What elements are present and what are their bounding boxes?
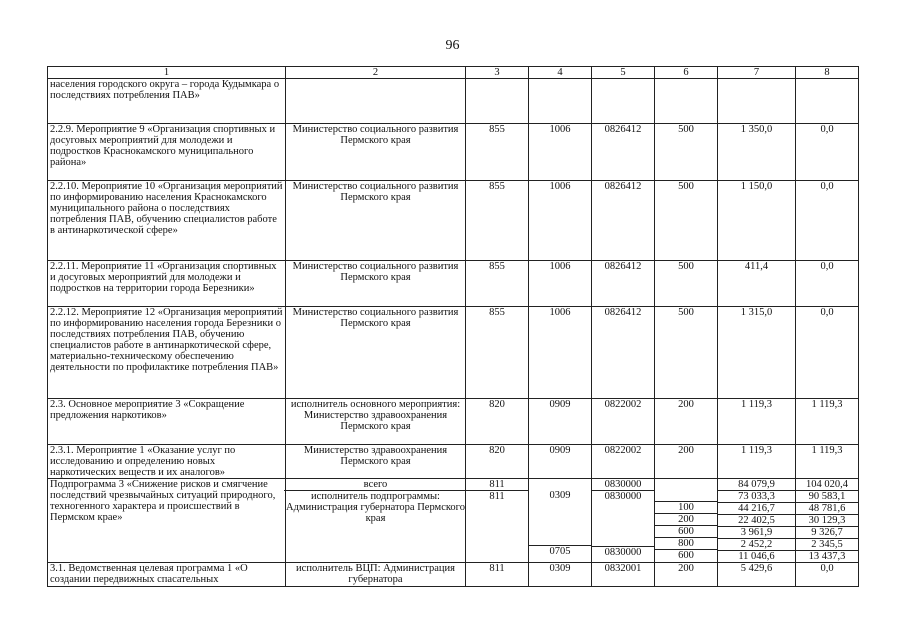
column-numbers-row <box>48 67 859 79</box>
activity-name: 2.2.12. Мероприятие 12 «Организация мероприятий по информированию населения города Березники о последствиях потребления ПАВ, обучению специалистов работе в антинаркотической сфере, материально-техническому обеспечению деятельности по профилактике потребления ПАВ» <box>48 307 286 399</box>
cell-c3: 855 <box>466 124 529 181</box>
table-row <box>48 181 859 261</box>
line-c6 <box>657 490 715 501</box>
cell-c7 <box>718 479 796 563</box>
cell-c8: 0,0 <box>796 307 859 399</box>
executor: Министерство социального развития Пермского края <box>286 124 466 181</box>
cell-c3: 811 <box>466 563 529 587</box>
cell-c6: 200 <box>655 445 718 479</box>
line-c4: 0705 <box>529 545 591 557</box>
cell-c8: 0,0 <box>796 563 859 587</box>
cell-c5 <box>592 479 655 563</box>
column-number: 1 <box>48 67 286 79</box>
cell-c7: 1 315,0 <box>718 307 796 399</box>
activity-name: 2.2.11. Мероприятие 11 «Организация спортивных и досуговых мероприятий для молодежи и подростков на территории города Березники» <box>48 261 286 307</box>
total-c8: 104 020,4 <box>806 479 848 490</box>
line-c8: 9 326,7 <box>796 526 858 538</box>
line-c7: 44 216,7 <box>718 502 795 514</box>
line-c8: 13 437,3 <box>796 550 858 562</box>
executor: исполнитель основного мероприятия: Министерство здравоохранения Пермского края <box>286 399 466 445</box>
cell-c7: 1 150,0 <box>718 181 796 261</box>
cell-c3: 820 <box>466 399 529 445</box>
line-c7: 3 961,9 <box>718 526 795 538</box>
total-c4 <box>531 479 589 490</box>
executor: Министерство социального развития Пермского края <box>286 307 466 399</box>
executor <box>286 79 466 124</box>
line-c7: 22 402,5 <box>718 514 795 526</box>
column-number: 6 <box>655 67 718 79</box>
cell-c6: 200 <box>655 563 718 587</box>
program-executor <box>286 479 466 563</box>
cell-c7: 411,4 <box>718 261 796 307</box>
cell-c6: 500 <box>655 124 718 181</box>
line-c6: 200 <box>655 513 717 525</box>
cell-c8: 0,0 <box>796 181 859 261</box>
table-row <box>48 563 859 587</box>
table-row <box>48 261 859 307</box>
line-c8: 30 129,3 <box>796 514 858 526</box>
budget-table <box>47 66 859 587</box>
cell-c5 <box>592 79 655 124</box>
cell-c4: 1006 <box>529 261 592 307</box>
cell-c4: 1006 <box>529 124 592 181</box>
cell-c4 <box>529 79 592 124</box>
cell-c6: 500 <box>655 261 718 307</box>
table-row <box>48 124 859 181</box>
line-c4: 0309 <box>549 490 571 501</box>
cell-c4: 1006 <box>529 307 592 399</box>
line-c8: 48 781,6 <box>796 502 858 514</box>
executor: Министерство здравоохранения Пермского края <box>286 445 466 479</box>
cell-c8: 1 119,3 <box>796 445 859 479</box>
cell-c4: 0309 <box>529 563 592 587</box>
line-c6: 100 <box>655 501 717 513</box>
executor: исполнитель подпрограммы: Администрация губернатора Пермского края <box>284 490 467 524</box>
cell-c8: 0,0 <box>796 261 859 307</box>
table-row <box>48 445 859 479</box>
activity-name: 2.2.10. Мероприятие 10 «Организация мероприятий по информированию населения Краснокамского муниципального района о последствиях потребления ПАВ, обучению специалистов работе в антинаркотической сфере» <box>48 181 286 261</box>
cell-c6: 500 <box>655 181 718 261</box>
cell-c4: 0909 <box>529 445 592 479</box>
cell-c6: 500 <box>655 307 718 399</box>
cell-c3: 855 <box>466 307 529 399</box>
line-c8: 90 583,1 <box>796 490 858 502</box>
column-number: 7 <box>718 67 796 79</box>
cell-c5: 0826412 <box>592 181 655 261</box>
table-row <box>48 307 859 399</box>
total-c3: 811 <box>489 479 505 490</box>
executor: Министерство социального развития Пермского края <box>286 261 466 307</box>
cell-c5: 0826412 <box>592 261 655 307</box>
cell-c5: 0826412 <box>592 307 655 399</box>
cell-c5: 0832001 <box>592 563 655 587</box>
cell-c3: 855 <box>466 261 529 307</box>
cell-c4 <box>529 479 592 563</box>
cell-c7: 1 119,3 <box>718 445 796 479</box>
cell-c5: 0822002 <box>592 445 655 479</box>
cell-c7: 1 350,0 <box>718 124 796 181</box>
activity-name: 2.3. Основное мероприятие 3 «Сокращение предложения наркотиков» <box>48 399 286 445</box>
page-number: 96 <box>445 38 460 53</box>
activity-name: 2.3.1. Мероприятие 1 «Оказание услуг по исследованию и определению новых наркотических веществ и их аналогов» <box>48 445 286 479</box>
cell-c7: 1 119,3 <box>718 399 796 445</box>
program-row <box>48 479 859 563</box>
cell-c8 <box>796 479 859 563</box>
executor: исполнитель ВЦП: Администрация губернатора <box>286 563 466 587</box>
line-c7: 2 452,2 <box>718 538 795 550</box>
line-c6: 600 <box>655 549 717 561</box>
line-c5: 0830000 <box>592 546 654 558</box>
line-c6: 800 <box>655 537 717 549</box>
total-c5: 0830000 <box>604 479 642 490</box>
cell-c8 <box>796 79 859 124</box>
column-number: 3 <box>466 67 529 79</box>
activity-name: населения городского округа – города Кудымкара о последствиях потребления ПАВ» <box>48 79 286 124</box>
cell-c6 <box>655 79 718 124</box>
cell-c7: 5 429,6 <box>718 563 796 587</box>
cell-c3 <box>466 79 529 124</box>
line-c5: 0830000 <box>592 490 654 502</box>
cell-c8: 1 119,3 <box>796 399 859 445</box>
line-c3: 811 <box>466 490 528 502</box>
cell-c8: 0,0 <box>796 124 859 181</box>
table-row <box>48 399 859 445</box>
cell-c3 <box>466 479 529 563</box>
program-name: Подпрограмма 3 «Снижение рисков и смягчение последствий чрезвычайных ситуаций природного, техногенного характера и происшествий в Пермском крае» <box>48 479 286 563</box>
cell-c7 <box>718 79 796 124</box>
column-number: 4 <box>529 67 592 79</box>
cell-c6: 200 <box>655 399 718 445</box>
column-number: 8 <box>796 67 859 79</box>
cell-c6 <box>655 479 718 563</box>
cell-c3: 855 <box>466 181 529 261</box>
total-c7: 84 079,9 <box>738 479 775 490</box>
activity-name: 2.2.9. Мероприятие 9 «Организация спортивных и досуговых мероприятий для молодежи и подростков Краснокамского муниципального района» <box>48 124 286 181</box>
cell-c4: 1006 <box>529 181 592 261</box>
table-row <box>48 79 859 124</box>
cell-c5: 0826412 <box>592 124 655 181</box>
activity-name: 3.1. Ведомственная целевая программа 1 «О создании передвижных спасательных <box>48 563 286 587</box>
line-c7: 73 033,3 <box>718 490 795 502</box>
executor: Министерство социального развития Пермского края <box>286 181 466 261</box>
line-c8: 2 345,5 <box>796 538 858 550</box>
cell-c3: 820 <box>466 445 529 479</box>
cell-c5: 0822002 <box>592 399 655 445</box>
line-c6: 600 <box>655 525 717 537</box>
executor-total-label: всего <box>363 479 388 490</box>
column-number: 5 <box>592 67 655 79</box>
total-c6 <box>657 479 715 490</box>
column-number: 2 <box>286 67 466 79</box>
cell-c4: 0909 <box>529 399 592 445</box>
line-c7: 11 046,6 <box>718 550 795 562</box>
